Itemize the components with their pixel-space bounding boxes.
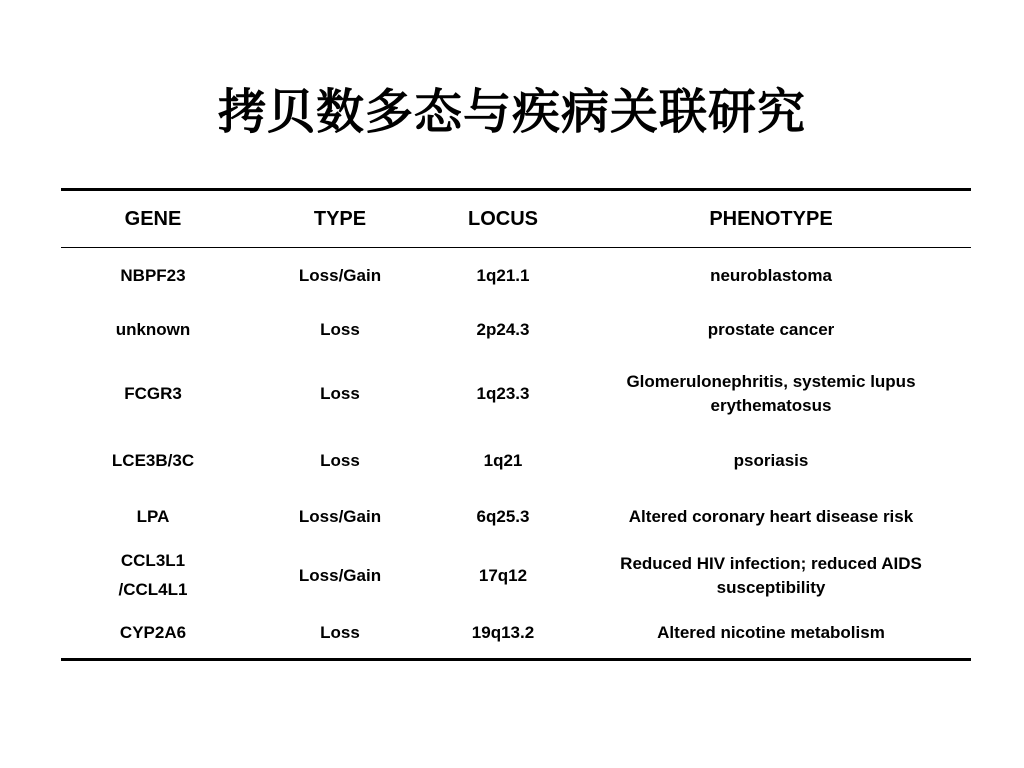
gene-name: CCL3L1 [120, 551, 186, 570]
cell-phenotype: Altered coronary heart disease risk [628, 506, 914, 526]
gene-name: unknown [115, 319, 191, 339]
gene-name: FCGR3 [124, 383, 182, 403]
table-row [61, 608, 971, 660]
cell-phenotype: Glomerulonephritis, systemic lupus erythematosus [626, 371, 916, 415]
cell-locus: 6q25.3 [476, 506, 530, 526]
cell-type: Loss [320, 319, 360, 339]
cell-phenotype: Reduced HIV infection; reduced AIDS susceptibility [620, 553, 922, 597]
gene-name: NBPF23 [120, 265, 186, 285]
cell-locus: 1q21 [483, 450, 523, 470]
gene-name: LCE3B/3C [111, 450, 195, 470]
gene-name: CYP2A6 [119, 622, 187, 642]
cell-type: Loss/Gain [298, 265, 382, 285]
cell-gene [61, 432, 245, 490]
cell-phenotype: neuroblastoma [710, 265, 832, 285]
header-gene: GENE [61, 190, 245, 248]
table-row [61, 432, 971, 490]
header-phenotype: PHENOTYPE [571, 190, 971, 248]
cell-gene [61, 304, 245, 356]
page-title: 拷贝数多态与疾病关联研究 [217, 84, 806, 141]
cell-phenotype: prostate cancer [707, 319, 835, 339]
header-type: TYPE [245, 190, 435, 248]
cell-gene [61, 248, 245, 304]
cell-type: Loss [320, 383, 360, 403]
table-row [61, 490, 971, 544]
cell-gene [61, 356, 245, 432]
table-row [61, 248, 971, 304]
cell-gene [61, 490, 245, 544]
cell-gene [61, 608, 245, 660]
cell-locus: 1q23.3 [476, 383, 530, 403]
gene-name: LPA [136, 506, 170, 526]
cell-type: Loss/Gain [298, 565, 382, 585]
cell-gene [61, 544, 245, 608]
cell-locus: 17q12 [478, 565, 528, 585]
table-row [61, 544, 971, 608]
cell-type: Loss [245, 608, 435, 660]
cell-phenotype: Altered nicotine metabolism [571, 608, 971, 660]
cnv-disease-table [61, 188, 971, 661]
cell-locus: 1q21.1 [476, 265, 530, 285]
cell-locus: 19q13.2 [435, 608, 571, 660]
header-locus: LOCUS [435, 190, 571, 248]
table-header-row [61, 190, 971, 248]
gene-name: /CCL4L1 [118, 580, 188, 599]
table-row [61, 356, 971, 432]
cell-phenotype: psoriasis [733, 450, 809, 470]
cell-locus: 2p24.3 [476, 319, 530, 339]
cell-type: Loss [320, 450, 360, 470]
cell-type: Loss/Gain [298, 506, 382, 526]
table-row [61, 304, 971, 356]
